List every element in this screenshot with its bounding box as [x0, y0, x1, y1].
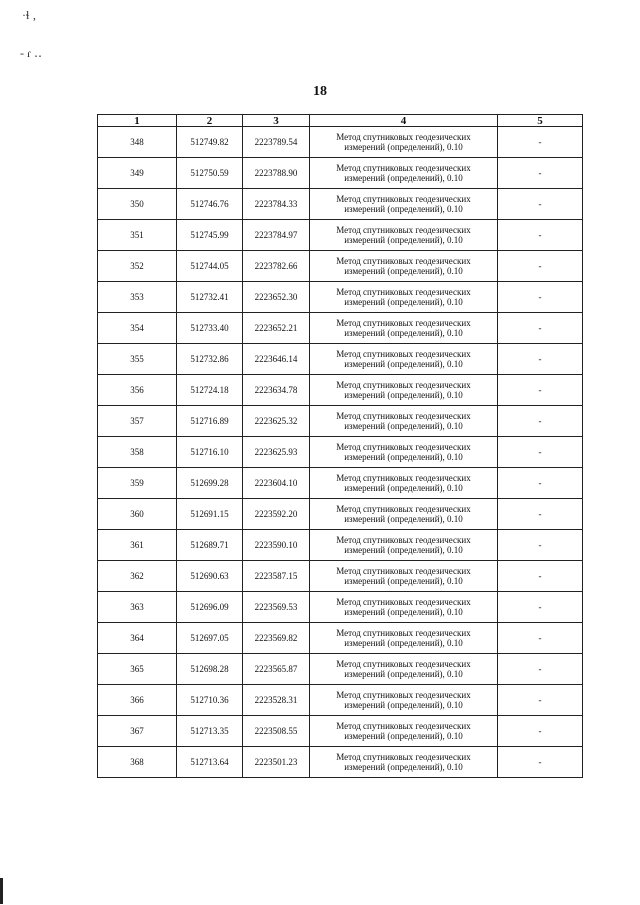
- note-cell: -: [498, 685, 583, 716]
- note-cell: -: [498, 313, 583, 344]
- y-coordinate-cell: 2223634.78: [243, 375, 310, 406]
- method-line: Метод спутниковых геодезических: [336, 690, 471, 700]
- method-cell: [310, 127, 498, 158]
- method-line: Метод спутниковых геодезических: [336, 380, 471, 390]
- table-body: [98, 127, 583, 778]
- note-cell: -: [498, 530, 583, 561]
- table-row: [98, 654, 583, 685]
- note-cell: -: [498, 375, 583, 406]
- note-cell: -: [498, 623, 583, 654]
- x-coordinate-cell: 512713.35: [177, 716, 243, 747]
- table-header-row: [98, 115, 583, 127]
- y-coordinate-cell: 2223569.53: [243, 592, 310, 623]
- note-cell: -: [498, 561, 583, 592]
- column-header: 4: [310, 115, 498, 127]
- y-coordinate-cell: 2223652.30: [243, 282, 310, 313]
- method-line: Метод спутниковых геодезических: [336, 442, 471, 452]
- method-line: Метод спутниковых геодезических: [336, 411, 471, 421]
- table-row: [98, 685, 583, 716]
- method-line: измерений (определений), 0.10: [344, 452, 463, 462]
- method-cell: [310, 437, 498, 468]
- column-header: 3: [243, 115, 310, 127]
- note-cell: -: [498, 220, 583, 251]
- table-row: [98, 499, 583, 530]
- method-cell: [310, 406, 498, 437]
- x-coordinate-cell: 512745.99: [177, 220, 243, 251]
- point-number-cell: 363: [98, 592, 177, 623]
- method-cell: [310, 220, 498, 251]
- method-line: измерений (определений), 0.10: [344, 731, 463, 741]
- method-cell: [310, 561, 498, 592]
- table-row: [98, 189, 583, 220]
- x-coordinate-cell: 512710.36: [177, 685, 243, 716]
- method-cell: [310, 623, 498, 654]
- page-number: 18: [313, 84, 327, 99]
- y-coordinate-cell: 2223587.15: [243, 561, 310, 592]
- scan-edge-mark: [0, 878, 3, 904]
- note-cell: -: [498, 716, 583, 747]
- table-row: [98, 592, 583, 623]
- y-coordinate-cell: 2223604.10: [243, 468, 310, 499]
- method-line: Метод спутниковых геодезических: [336, 659, 471, 669]
- point-number-cell: 366: [98, 685, 177, 716]
- x-coordinate-cell: 512732.86: [177, 344, 243, 375]
- note-cell: -: [498, 344, 583, 375]
- x-coordinate-cell: 512746.76: [177, 189, 243, 220]
- x-coordinate-cell: 512696.09: [177, 592, 243, 623]
- x-coordinate-cell: 512749.82: [177, 127, 243, 158]
- method-line: измерений (определений), 0.10: [344, 328, 463, 338]
- table-row: [98, 313, 583, 344]
- method-line: измерений (определений), 0.10: [344, 173, 463, 183]
- point-number-cell: 359: [98, 468, 177, 499]
- point-number-cell: 356: [98, 375, 177, 406]
- y-coordinate-cell: 2223569.82: [243, 623, 310, 654]
- point-number-cell: 362: [98, 561, 177, 592]
- method-line: измерений (определений), 0.10: [344, 576, 463, 586]
- point-number-cell: 360: [98, 499, 177, 530]
- table-row: [98, 716, 583, 747]
- note-cell: -: [498, 592, 583, 623]
- note-cell: -: [498, 499, 583, 530]
- method-line: Метод спутниковых геодезических: [336, 225, 471, 235]
- point-number-cell: 355: [98, 344, 177, 375]
- x-coordinate-cell: 512713.64: [177, 747, 243, 778]
- note-cell: -: [498, 158, 583, 189]
- y-coordinate-cell: 2223592.20: [243, 499, 310, 530]
- method-cell: [310, 716, 498, 747]
- scan-artifact-mark: ·ɬ ‚: [22, 8, 37, 22]
- note-cell: -: [498, 654, 583, 685]
- point-number-cell: 350: [98, 189, 177, 220]
- method-line: Метод спутниковых геодезических: [336, 721, 471, 731]
- table-row: [98, 375, 583, 406]
- method-line: измерений (определений), 0.10: [344, 762, 463, 772]
- table-row: [98, 530, 583, 561]
- method-cell: [310, 499, 498, 530]
- method-cell: [310, 530, 498, 561]
- note-cell: -: [498, 189, 583, 220]
- x-coordinate-cell: 512691.15: [177, 499, 243, 530]
- method-line: измерений (определений), 0.10: [344, 390, 463, 400]
- table-row: [98, 158, 583, 189]
- method-line: Метод спутниковых геодезических: [336, 163, 471, 173]
- method-line: Метод спутниковых геодезических: [336, 628, 471, 638]
- note-cell: -: [498, 747, 583, 778]
- x-coordinate-cell: 512716.89: [177, 406, 243, 437]
- method-cell: [310, 685, 498, 716]
- method-line: измерений (определений), 0.10: [344, 204, 463, 214]
- coordinates-table: [97, 114, 583, 778]
- y-coordinate-cell: 2223625.93: [243, 437, 310, 468]
- point-number-cell: 352: [98, 251, 177, 282]
- y-coordinate-cell: 2223625.32: [243, 406, 310, 437]
- x-coordinate-cell: 512697.05: [177, 623, 243, 654]
- note-cell: -: [498, 437, 583, 468]
- table-row: [98, 561, 583, 592]
- x-coordinate-cell: 512690.63: [177, 561, 243, 592]
- x-coordinate-cell: 512750.59: [177, 158, 243, 189]
- x-coordinate-cell: 512732.41: [177, 282, 243, 313]
- method-line: измерений (определений), 0.10: [344, 421, 463, 431]
- point-number-cell: 348: [98, 127, 177, 158]
- point-number-cell: 365: [98, 654, 177, 685]
- note-cell: -: [498, 282, 583, 313]
- method-line: измерений (определений), 0.10: [344, 514, 463, 524]
- method-line: измерений (определений), 0.10: [344, 700, 463, 710]
- y-coordinate-cell: 2223789.54: [243, 127, 310, 158]
- table-row: [98, 437, 583, 468]
- column-header: 2: [177, 115, 243, 127]
- method-line: измерений (определений), 0.10: [344, 235, 463, 245]
- point-number-cell: 364: [98, 623, 177, 654]
- y-coordinate-cell: 2223646.14: [243, 344, 310, 375]
- point-number-cell: 354: [98, 313, 177, 344]
- table-row: [98, 468, 583, 499]
- method-line: измерений (определений), 0.10: [344, 359, 463, 369]
- point-number-cell: 349: [98, 158, 177, 189]
- method-cell: [310, 251, 498, 282]
- method-cell: [310, 375, 498, 406]
- y-coordinate-cell: 2223788.90: [243, 158, 310, 189]
- method-cell: [310, 592, 498, 623]
- method-line: Метод спутниковых геодезических: [336, 132, 471, 142]
- y-coordinate-cell: 2223528.31: [243, 685, 310, 716]
- method-line: измерений (определений), 0.10: [344, 638, 463, 648]
- point-number-cell: 357: [98, 406, 177, 437]
- method-cell: [310, 654, 498, 685]
- method-cell: [310, 747, 498, 778]
- method-line: измерений (определений), 0.10: [344, 266, 463, 276]
- table-row: [98, 747, 583, 778]
- method-line: измерений (определений), 0.10: [344, 545, 463, 555]
- y-coordinate-cell: 2223508.55: [243, 716, 310, 747]
- method-line: Метод спутниковых геодезических: [336, 349, 471, 359]
- column-header: 1: [98, 115, 177, 127]
- y-coordinate-cell: 2223784.97: [243, 220, 310, 251]
- point-number-cell: 353: [98, 282, 177, 313]
- table-row: [98, 344, 583, 375]
- x-coordinate-cell: 512699.28: [177, 468, 243, 499]
- table-row: [98, 406, 583, 437]
- method-cell: [310, 344, 498, 375]
- point-number-cell: 358: [98, 437, 177, 468]
- method-cell: [310, 189, 498, 220]
- method-line: измерений (определений), 0.10: [344, 142, 463, 152]
- method-line: измерений (определений), 0.10: [344, 607, 463, 617]
- y-coordinate-cell: 2223565.87: [243, 654, 310, 685]
- x-coordinate-cell: 512724.18: [177, 375, 243, 406]
- method-line: Метод спутниковых геодезических: [336, 256, 471, 266]
- x-coordinate-cell: 512698.28: [177, 654, 243, 685]
- method-cell: [310, 468, 498, 499]
- method-line: Метод спутниковых геодезических: [336, 752, 471, 762]
- method-cell: [310, 158, 498, 189]
- y-coordinate-cell: 2223784.33: [243, 189, 310, 220]
- method-line: Метод спутниковых геодезических: [336, 287, 471, 297]
- point-number-cell: 367: [98, 716, 177, 747]
- method-line: Метод спутниковых геодезических: [336, 597, 471, 607]
- method-cell: [310, 313, 498, 344]
- method-line: Метод спутниковых геодезических: [336, 535, 471, 545]
- x-coordinate-cell: 512733.40: [177, 313, 243, 344]
- method-line: измерений (определений), 0.10: [344, 297, 463, 307]
- column-header: 5: [498, 115, 583, 127]
- method-line: Метод спутниковых геодезических: [336, 473, 471, 483]
- method-line: Метод спутниковых геодезических: [336, 566, 471, 576]
- table-row: [98, 127, 583, 158]
- y-coordinate-cell: 2223501.23: [243, 747, 310, 778]
- x-coordinate-cell: 512744.05: [177, 251, 243, 282]
- x-coordinate-cell: 512689.71: [177, 530, 243, 561]
- scan-artifact-mark: - ɾ ‥: [20, 46, 42, 60]
- table-row: [98, 251, 583, 282]
- method-line: измерений (определений), 0.10: [344, 669, 463, 679]
- y-coordinate-cell: 2223782.66: [243, 251, 310, 282]
- table-row: [98, 282, 583, 313]
- point-number-cell: 351: [98, 220, 177, 251]
- method-line: Метод спутниковых геодезических: [336, 318, 471, 328]
- method-line: измерений (определений), 0.10: [344, 483, 463, 493]
- x-coordinate-cell: 512716.10: [177, 437, 243, 468]
- y-coordinate-cell: 2223652.21: [243, 313, 310, 344]
- y-coordinate-cell: 2223590.10: [243, 530, 310, 561]
- method-line: Метод спутниковых геодезических: [336, 194, 471, 204]
- point-number-cell: 361: [98, 530, 177, 561]
- table-row: [98, 220, 583, 251]
- note-cell: -: [498, 406, 583, 437]
- note-cell: -: [498, 468, 583, 499]
- method-line: Метод спутниковых геодезических: [336, 504, 471, 514]
- table-row: [98, 623, 583, 654]
- note-cell: -: [498, 251, 583, 282]
- note-cell: -: [498, 127, 583, 158]
- point-number-cell: 368: [98, 747, 177, 778]
- method-cell: [310, 282, 498, 313]
